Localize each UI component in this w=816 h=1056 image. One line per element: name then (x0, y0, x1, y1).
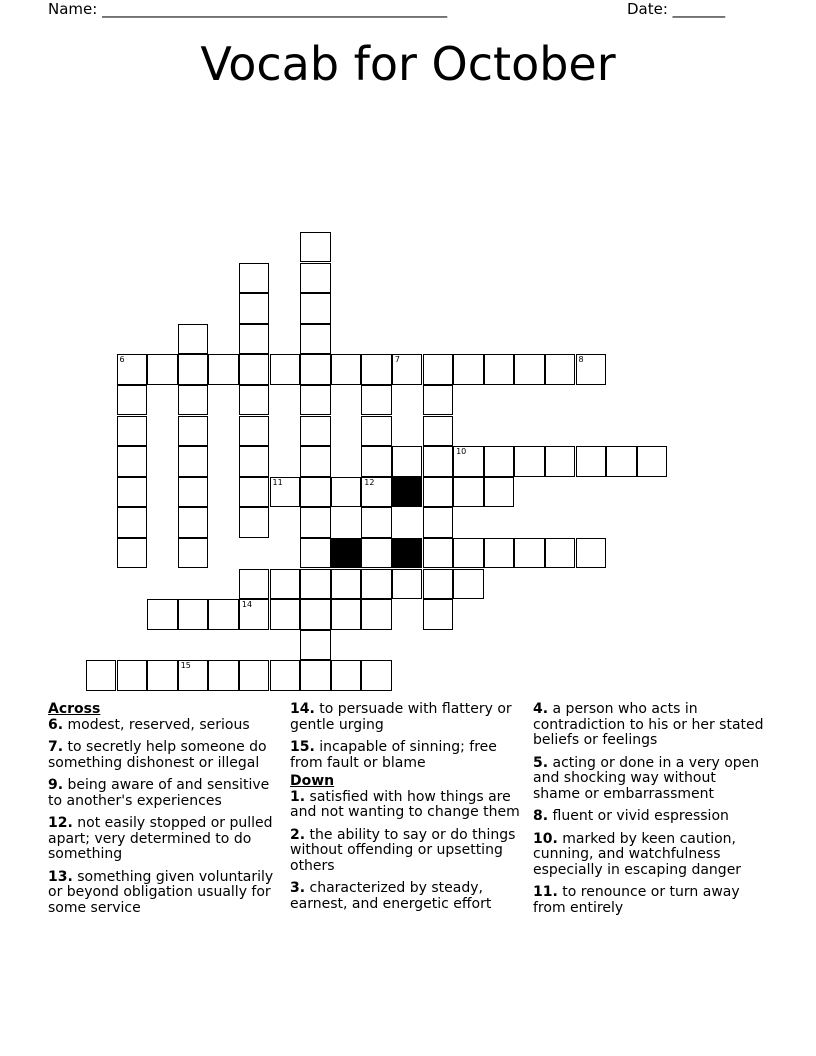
crossword-cell[interactable] (392, 569, 423, 600)
crossword-cell[interactable] (300, 477, 331, 508)
crossword-cell[interactable] (423, 477, 454, 508)
clue-across-9: 9. being aware of and sensitive to another's experiences (48, 777, 270, 809)
crossword-cell[interactable] (392, 354, 423, 385)
clue-number-label: 8 (578, 355, 584, 365)
clue-number: 2 (290, 826, 300, 843)
clue-text: fluent or vivid espression (552, 808, 729, 824)
name-field-label: Name: ______________________________________________ (48, 0, 448, 18)
crossword-cell[interactable] (178, 446, 209, 477)
clue-across-12: 12. not easily stopped or pulled apart; very determined to do something (48, 815, 273, 862)
crossword-cell[interactable] (300, 538, 331, 569)
crossword-cell[interactable] (300, 599, 331, 630)
clue-number-label: 12 (364, 477, 375, 487)
crossword-cell[interactable] (178, 354, 209, 385)
clue-number-label: 11 (272, 477, 283, 487)
crossword-cell[interactable] (423, 446, 454, 477)
crossword-cell[interactable] (484, 354, 515, 385)
crossword-cell[interactable] (361, 477, 392, 508)
crossword-cell[interactable] (178, 599, 209, 630)
clue-text: a person who acts in contradiction to his or her stated beliefs or feelings (533, 701, 764, 748)
clue-number: 6 (48, 716, 58, 733)
crossword-cell[interactable] (300, 569, 331, 600)
crossword-cell[interactable] (239, 354, 270, 385)
clue-text: modest, reserved, serious (67, 716, 250, 733)
crossword-cell[interactable] (484, 538, 515, 569)
crossword-cell[interactable] (545, 354, 576, 385)
crossword-cell[interactable] (576, 446, 607, 477)
crossword-cell[interactable] (239, 569, 270, 600)
crossword-cell[interactable] (270, 354, 301, 385)
crossword-cell[interactable] (208, 599, 239, 630)
crossword-cell[interactable] (514, 446, 545, 477)
crossword-cell[interactable] (331, 599, 362, 630)
crossword-cell[interactable] (117, 477, 148, 508)
crossword-cell[interactable] (239, 599, 270, 630)
crossword-cell[interactable] (117, 385, 148, 416)
crossword-cell[interactable] (361, 538, 392, 569)
crossword-cell[interactable] (453, 477, 484, 508)
crossword-cell[interactable] (147, 354, 178, 385)
clue-text: characterized by steady, earnest, and energetic effort (290, 880, 492, 912)
crossword-cell[interactable] (117, 660, 148, 691)
clue-down-4: 4. a person who acts in contradiction to his or her stated beliefs or feelings (533, 701, 764, 748)
clue-number: 4 (533, 701, 543, 717)
clue-number: 14 (290, 701, 310, 717)
crossword-cell[interactable] (361, 507, 392, 538)
crossword-cell[interactable] (178, 538, 209, 569)
page-title: Vocab for October (200, 37, 616, 91)
crossword-cell[interactable] (453, 538, 484, 569)
clue-down-10: 10. marked by keen caution, cunning, and watchfulness especially in escaping danger (533, 830, 742, 878)
crossword-cell[interactable] (300, 232, 331, 263)
clue-text: to persuade with flattery or gentle urging (290, 701, 512, 733)
clue-across-14: 14. to persuade with flattery or gentle urging (290, 701, 512, 733)
crossword-cell[interactable] (423, 385, 454, 416)
clue-text: acting or done in a very open and shocking way without shame or embarrassment (533, 754, 760, 802)
crossword-cell[interactable] (270, 660, 301, 691)
crossword-cell[interactable] (208, 354, 239, 385)
crossword-cell[interactable] (178, 324, 209, 355)
crossword-cell[interactable] (423, 538, 454, 569)
crossword-cell[interactable] (239, 263, 270, 294)
clue-number: 15 (290, 739, 310, 755)
clue-down-11: 11. to renounce or turn away from entirely (533, 884, 740, 916)
crossword-cell[interactable] (361, 416, 392, 447)
crossword-cell[interactable] (300, 630, 331, 661)
crossword-cell[interactable] (423, 416, 454, 447)
crossword-cell[interactable] (423, 507, 454, 538)
crossword-cell[interactable] (117, 354, 148, 385)
clue-number-label: 14 (241, 600, 253, 610)
clue-across-6: 6. modest, reserved, serious (48, 716, 250, 733)
crossword-cell[interactable] (300, 660, 331, 691)
crossword-cell[interactable] (545, 538, 576, 569)
crossword-cell[interactable] (576, 538, 607, 569)
crossword-cell[interactable] (331, 569, 362, 600)
clue-number: 8 (533, 808, 543, 824)
crossword-cell[interactable] (361, 385, 392, 416)
crossword-cell[interactable] (361, 599, 392, 630)
crossword-cell[interactable] (178, 385, 209, 416)
crossword-cell[interactable] (239, 446, 270, 477)
crossword-cell[interactable] (117, 416, 148, 447)
crossword-cell[interactable] (514, 354, 545, 385)
crossword-cell[interactable] (300, 507, 331, 538)
crossword-cell[interactable] (361, 569, 392, 600)
down-heading: Down (290, 773, 335, 789)
across-heading: Across (48, 701, 101, 717)
crossword-cell[interactable] (453, 569, 484, 600)
crossword-cell[interactable] (147, 660, 178, 691)
crossword-cell[interactable] (270, 599, 301, 630)
clue-number: 3 (290, 880, 300, 896)
clue-across-15: 15. incapable of sinning; free from fault or blame (290, 739, 497, 771)
clue-number: 10 (533, 830, 553, 847)
clue-text: not easily stopped or pulled apart; very determined to do something (48, 815, 273, 862)
clue-number: 7 (48, 739, 58, 755)
crossword-cell[interactable] (86, 660, 117, 691)
clue-number: 11 (533, 884, 553, 900)
clue-number-label: 7 (394, 355, 400, 365)
crossword-cell[interactable] (239, 416, 270, 447)
clue-down-5: 5. acting or done in a very open and shocking way without shame or embarrassment (533, 754, 760, 802)
crossword-cell[interactable] (331, 354, 362, 385)
clues-column-1 (48, 702, 284, 923)
crossword-cell[interactable] (300, 263, 331, 294)
date-field-label: Date: _______ (627, 0, 726, 18)
crossword-cell[interactable] (147, 599, 178, 630)
crossword-cell[interactable] (453, 354, 484, 385)
clue-text: the ability to say or do things without offending or upsetting others (290, 826, 516, 874)
crossword-cell[interactable] (117, 446, 148, 477)
clue-down-2: 2. the ability to say or do things without offending or upsetting others (290, 826, 516, 874)
crossword-cell[interactable] (637, 446, 668, 477)
crossword-cell[interactable] (331, 477, 362, 508)
crossword-cell[interactable] (423, 354, 454, 385)
clue-text: marked by keen caution, cunning, and watchfulness especially in escaping danger (533, 830, 742, 878)
crossword-cell[interactable] (239, 507, 270, 538)
clue-number-label: 10 (456, 447, 467, 457)
crossword-cell[interactable] (361, 660, 392, 691)
crossword-cell[interactable] (239, 324, 270, 355)
crossword-cell[interactable] (514, 538, 545, 569)
crossword-cell[interactable] (576, 354, 607, 385)
crossword-cell[interactable] (239, 385, 270, 416)
crossword-cell[interactable] (423, 599, 454, 630)
crossword-cell[interactable] (453, 446, 484, 477)
crossword-cell[interactable] (178, 477, 209, 508)
crossword-cell[interactable] (300, 416, 331, 447)
clue-text: incapable of sinning; free from fault or blame (290, 739, 497, 771)
crossword-cell[interactable] (117, 538, 148, 569)
crossword-cell[interactable] (270, 569, 301, 600)
clues-column-2 (290, 702, 522, 919)
clue-text: being aware of and sensitive to another's experiences (48, 777, 270, 809)
clue-across-13: 13. something given voluntarily or beyond obligation usually for some service (48, 868, 274, 916)
crossword-cell[interactable] (208, 660, 239, 691)
clue-text: to renounce or turn away from entirely (533, 884, 740, 916)
crossword-cell[interactable] (300, 446, 331, 477)
crossword-cell[interactable] (178, 660, 209, 691)
crossword-cell[interactable] (361, 354, 392, 385)
crossword-cell[interactable] (239, 293, 270, 324)
clue-number: 9 (48, 777, 58, 793)
crossword-cell[interactable] (545, 446, 576, 477)
clue-number: 1 (290, 788, 300, 805)
crossword-black-cell (331, 538, 362, 569)
crossword-cell[interactable] (606, 446, 637, 477)
crossword-cell[interactable] (300, 293, 331, 324)
clue-text: something given voluntarily or beyond obligation usually for some service (48, 868, 274, 916)
clue-number-label: 15 (180, 661, 191, 671)
clue-down-8: 8. fluent or vivid espression (533, 808, 729, 824)
clue-number: 13 (48, 868, 68, 885)
clue-number: 5 (533, 754, 543, 771)
clue-down-1: 1. satisfied with how things are and not wanting to change them (290, 788, 520, 820)
crossword-cell[interactable] (117, 507, 148, 538)
crossword-black-cell (392, 477, 423, 508)
crossword-cell[interactable] (239, 477, 270, 508)
crossword-cell[interactable] (423, 569, 454, 600)
crossword-cell[interactable] (331, 660, 362, 691)
crossword-cell[interactable] (484, 446, 515, 477)
crossword-cell[interactable] (239, 660, 270, 691)
crossword-black-cell (392, 538, 423, 569)
crossword-cell[interactable] (270, 477, 301, 508)
crossword-cell[interactable] (361, 446, 392, 477)
clue-down-3: 3. characterized by steady, earnest, and energetic effort (290, 880, 492, 912)
clue-across-7: 7. to secretly help someone do something dishonest or illegal (48, 739, 267, 771)
crossword-cell[interactable] (484, 477, 515, 508)
crossword-cell[interactable] (300, 385, 331, 416)
crossword-cell[interactable] (300, 354, 331, 385)
clues-column-3 (533, 702, 765, 923)
clue-number-label: 6 (119, 355, 125, 365)
crossword-cell[interactable] (178, 416, 209, 447)
crossword-cell[interactable] (178, 507, 209, 538)
clue-number: 12 (48, 815, 68, 831)
clue-text: satisfied with how things are and not wanting to change them (290, 788, 520, 820)
crossword-cell[interactable] (300, 324, 331, 355)
crossword-cell[interactable] (392, 446, 423, 477)
clue-text: to secretly help someone do something dishonest or illegal (48, 739, 267, 771)
